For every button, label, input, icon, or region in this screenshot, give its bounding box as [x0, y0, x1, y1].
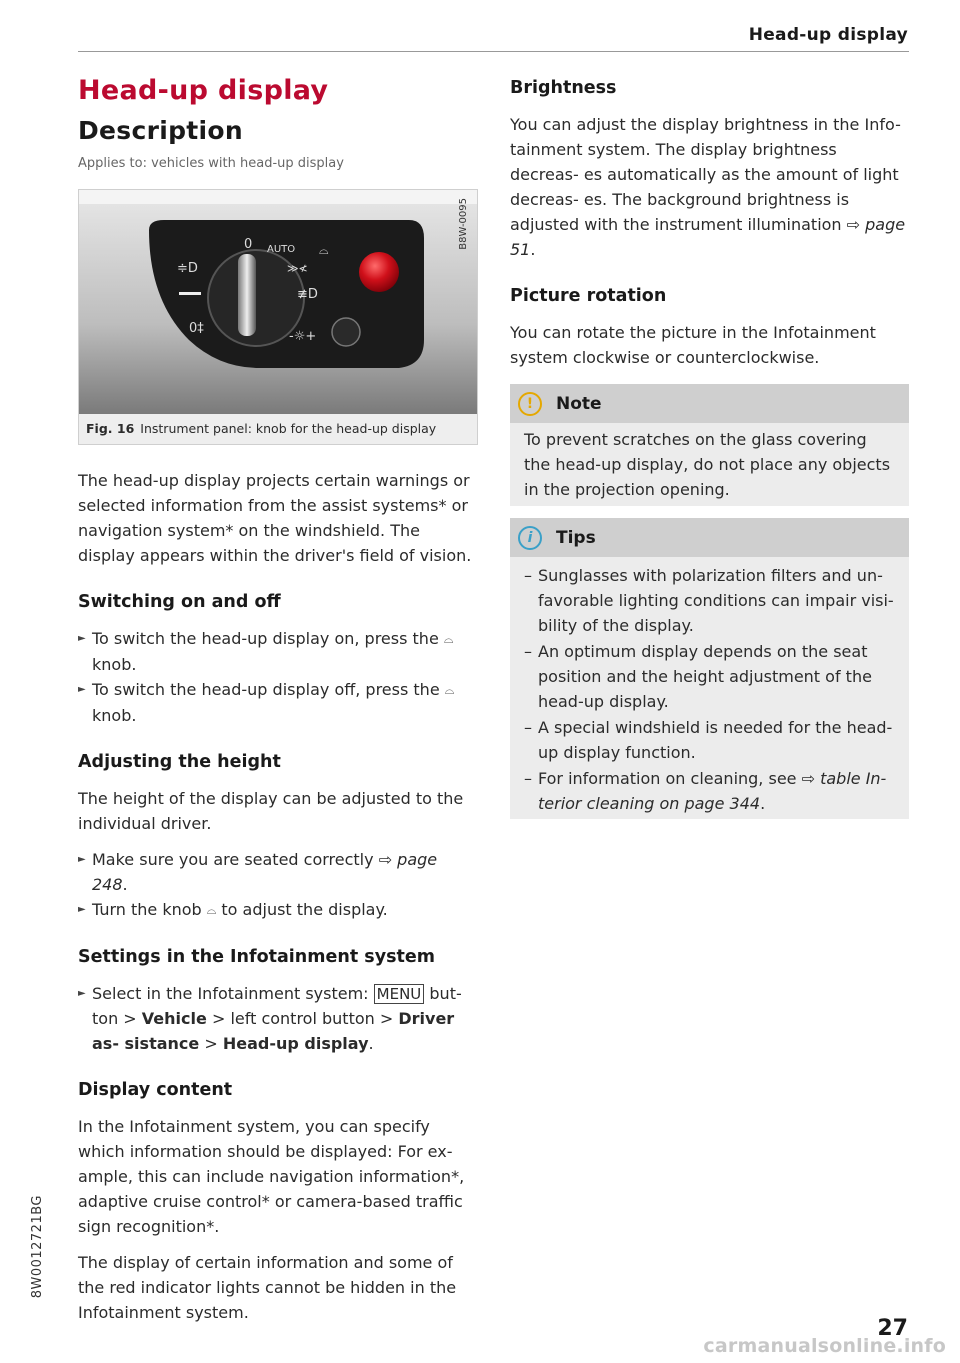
hud-adjust-knob-icon: [332, 318, 360, 346]
step-text-end: knob.: [92, 655, 137, 674]
menu-head-up-display: Head-up display: [222, 1034, 369, 1053]
tip-text: For information on cleaning, see: [538, 769, 797, 788]
info-icon: i: [518, 526, 542, 550]
hud-knob-icon: ⌓: [206, 903, 217, 917]
light-knob-handle: [238, 254, 256, 336]
menu-driver-assistance: Driver as- sistance: [92, 1009, 455, 1053]
brightness-body: You can adjust the display brightness in the Info- tainment system. The display brightness decreas- es automatically as the amount of light decreas- es. The background brightness is adjusted with the instrument illumination: [510, 115, 901, 234]
intro-text: The head-up display projects certain warnings or selected information from the assist systems* or navigation system* on the windshield. The display appears within the driver's field of vision.: [78, 471, 472, 565]
figure: [78, 189, 478, 445]
step-text-end: .: [368, 1034, 374, 1053]
step-text: > left control button >: [211, 1009, 394, 1028]
page-title: Head-up display: [78, 75, 329, 106]
heading-brightness: Brightness: [510, 78, 617, 98]
height-text: The height of the display can be adjusted to the individual driver.: [78, 789, 464, 833]
step-text: Make sure you are seated correctly: [92, 850, 374, 869]
step-text: Turn the knob: [92, 900, 202, 919]
step-switch-off: [78, 677, 476, 728]
step-seated: [78, 847, 476, 897]
page-51-link[interactable]: ⇨ page 51: [510, 215, 906, 259]
svg-text:⌓: ⌓: [319, 243, 329, 257]
running-head: Head-up display: [748, 25, 908, 45]
note-text: To prevent scratches on the glass covering the head-up display, do not place any objects in the projection opening.: [524, 430, 891, 499]
step-text-end: knob.: [92, 706, 137, 725]
step-text: Select in the Infotainment system:: [92, 984, 369, 1003]
page-344-link[interactable]: ⇨ table In- terior cleaning on page 344: [538, 769, 887, 813]
step-text: To switch the head-up display on, press the: [92, 629, 439, 648]
content-text-2: The display of certain information and some of the red indicator lights cannot be hidden in the Infotainment system.: [78, 1253, 457, 1322]
content-text-1: In the Infotainment system, you can specify which information should be displayed: For ex- ample, this can include navigation information*, adaptive cruise control* or camera-based traffic sign recognition*.: [78, 1117, 465, 1236]
instrument-panel-image: [79, 190, 477, 414]
svg-text:≑D: ≑D: [177, 261, 198, 276]
right-column: [510, 72, 909, 819]
figure-caption-text: Instrument panel: knob for the head-up display: [140, 421, 437, 436]
step-text: >: [204, 1034, 218, 1053]
tip-text-end: .: [760, 794, 766, 813]
svg-text:≫≮: ≫≮: [287, 262, 308, 275]
step-text-end: to adjust the display.: [221, 900, 388, 919]
heading-display-content: Display content: [78, 1080, 233, 1100]
hud-knob-icon: ⌓: [444, 683, 455, 697]
step-text: but- ton >: [92, 984, 462, 1028]
note-title: Note: [556, 393, 602, 414]
heading-height: Adjusting the height: [78, 752, 281, 772]
step-settings: [78, 981, 476, 1056]
tips-box: [510, 518, 909, 819]
tip-item: – An optimum display depends on the seat position and the height adjustment of the head-up display.: [510, 639, 909, 714]
svg-text:≢D: ≢D: [297, 287, 318, 302]
figure-label: Fig. 16: [86, 421, 135, 436]
svg-text:0‡: 0‡: [189, 321, 204, 336]
hud-knob-icon: ⌓: [443, 632, 454, 646]
step-switch-on: [78, 626, 476, 677]
figure-code: B8W-0095: [458, 198, 469, 250]
note-box: [510, 384, 909, 506]
menu-key: MENU: [374, 984, 425, 1004]
watermark: carmanualsonline.info: [703, 1335, 946, 1357]
note-header: [510, 384, 909, 423]
page-number: 27: [877, 1316, 908, 1341]
warning-circle-icon: !: [518, 392, 542, 416]
heading-rotation: Picture rotation: [510, 286, 667, 306]
document-code: 8W0012721BG: [30, 1195, 45, 1299]
step-turn-knob: [78, 897, 476, 923]
tips-header: [510, 518, 909, 557]
tip-item: – Sunglasses with polarization filters and un- favorable lighting conditions can impair visi- bility of the display.: [510, 563, 909, 638]
knob-illustration: [79, 190, 477, 414]
svg-text:0: 0: [244, 237, 253, 252]
page-248-link[interactable]: ⇨ page 248: [92, 850, 438, 894]
section-title: Description: [78, 116, 243, 145]
step-text: To switch the head-up display off, press the: [92, 680, 440, 699]
heading-settings: Settings in the Infotainment system: [78, 947, 435, 967]
applies-note: Applies to: vehicles with head-up display: [78, 156, 344, 171]
hud-button-icon: [359, 252, 399, 292]
tips-title: Tips: [556, 527, 596, 548]
heading-switching: Switching on and off: [78, 592, 281, 612]
tip-item: – A special windshield is needed for the head- up display function.: [510, 715, 909, 765]
brightness-text: [510, 112, 909, 262]
brightness-end: .: [530, 240, 536, 259]
step-text-end: .: [122, 875, 128, 894]
header-rule: [78, 51, 909, 52]
svg-text:AUTO: AUTO: [267, 244, 296, 255]
rotation-text: You can rotate the picture in the Infotainment system clockwise or counterclockwise.: [510, 323, 876, 367]
left-column: [78, 72, 476, 1325]
tips-list: [510, 557, 909, 819]
tip-item: [510, 766, 909, 816]
svg-text:-☼+: -☼+: [289, 329, 317, 344]
figure-caption: [79, 414, 477, 444]
menu-vehicle: Vehicle: [141, 1009, 207, 1028]
